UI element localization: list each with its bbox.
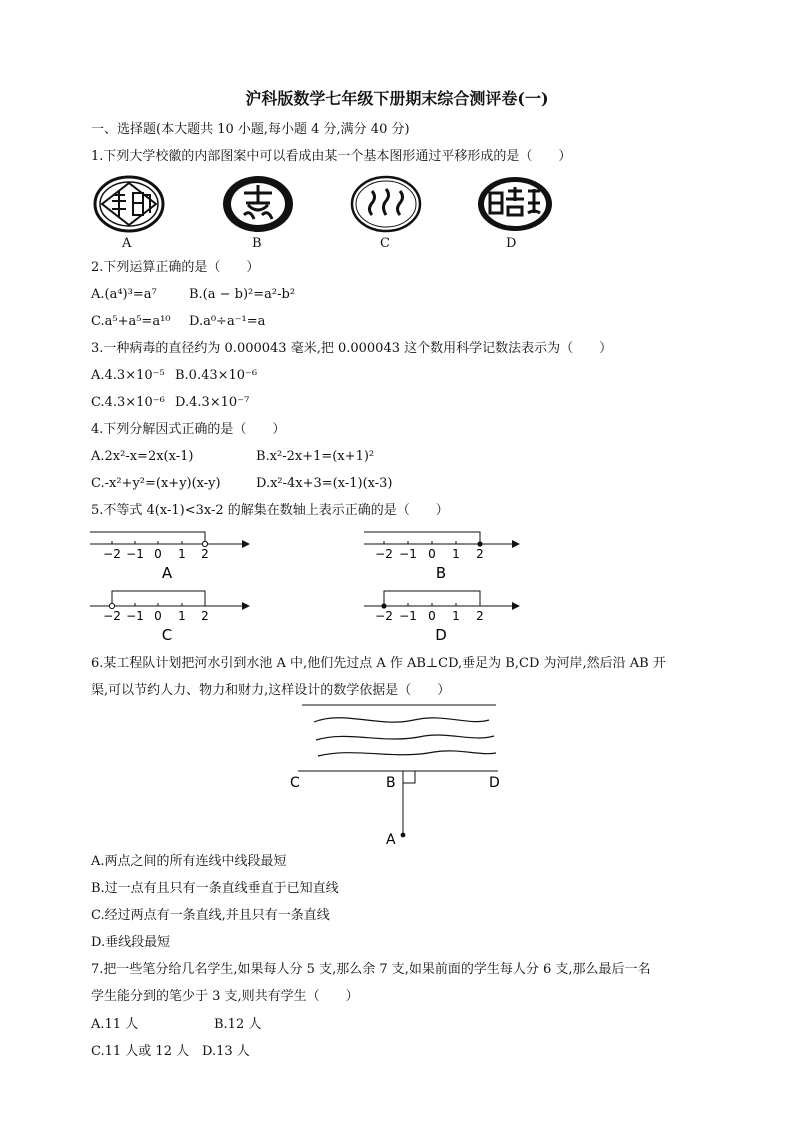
emblem-c-icon xyxy=(350,175,422,233)
question-7-option-b: B.12 人 xyxy=(214,1017,262,1032)
point-label-d: D xyxy=(489,775,500,791)
question-2-option-a: A.(a⁴)³=a⁷ xyxy=(91,287,157,302)
number-line-c xyxy=(88,590,258,646)
question-7-option-a: A.11 人 xyxy=(91,1017,139,1032)
question-6-option-d: D.垂线段最短 xyxy=(91,935,171,950)
number-line-label-d: D xyxy=(435,626,447,644)
tick-label: −1 xyxy=(126,547,144,561)
tick-label: −1 xyxy=(399,547,417,561)
number-line-label-c: C xyxy=(161,626,173,644)
tick-label: 0 xyxy=(428,609,436,623)
emblem-label-b: B xyxy=(252,236,262,251)
tick-label: 0 xyxy=(154,547,162,561)
question-6-stem-line1: 6.某工程队计划把河水引到水池 A 中,他们先过点 A 作 AB⊥CD,垂足为 B,CD 为河岸,然后沿 AB 开 xyxy=(91,656,666,671)
question-6-option-b: B.过一点有且只有一条直线垂直于已知直线 xyxy=(91,881,339,896)
question-7-stem-line1: 7.把一些笔分给几名学生,如果每人分 5 支,那么余 7 支,如果前面的学生每人分 6 支,那么最后一名 xyxy=(91,962,651,977)
question-4-stem: 4.下列分解因式正确的是（ ） xyxy=(91,422,286,437)
number-line-a xyxy=(88,528,258,584)
number-line-label-b: B xyxy=(435,564,447,582)
question-3-stem: 3.一种病毒的直径约为 0.000043 毫米,把 0.000043 这个数用科学记数法表示为（ ） xyxy=(91,341,613,356)
page-title: 沪科版数学七年级下册期末综合测评卷(一) xyxy=(245,89,549,108)
question-4-option-c: C.-x²+y²=(x+y)(x-y) xyxy=(91,476,221,491)
tick-label: 2 xyxy=(476,609,484,623)
emblem-label-c: C xyxy=(380,236,390,251)
emblem-b-icon xyxy=(222,175,294,233)
question-7-option-d: D.13 人 xyxy=(202,1044,250,1059)
tick-label: −1 xyxy=(126,609,144,623)
question-2-option-d: D.a⁰÷a⁻¹=a xyxy=(189,314,266,329)
emblem-d-icon xyxy=(476,175,554,233)
question-3-option-b: B.0.43×10⁻⁶ xyxy=(175,368,258,383)
tick-label: 0 xyxy=(428,547,436,561)
point-label-a: A xyxy=(386,832,396,848)
tick-label: 2 xyxy=(201,547,209,561)
tick-label: 2 xyxy=(476,547,484,561)
emblem-label-a: A xyxy=(122,236,132,251)
question-2-option-b: B.(a − b)²=a²-b² xyxy=(189,287,296,302)
river-diagram xyxy=(284,700,514,850)
question-3-option-a: A.4.3×10⁻⁵ xyxy=(91,368,165,383)
question-4-option-b: B.x²-2x+1=(x+1)² xyxy=(256,449,375,464)
emblem-label-d: D xyxy=(506,236,517,251)
tick-label: 1 xyxy=(178,547,186,561)
tick-label: 1 xyxy=(452,547,460,561)
tick-label: 1 xyxy=(178,609,186,623)
tick-label: −2 xyxy=(103,609,121,623)
question-7-option-c: C.11 人或 12 人 xyxy=(91,1044,190,1059)
tick-label: −1 xyxy=(399,609,417,623)
question-6-option-a: A.两点之间的所有连线中线段最短 xyxy=(91,854,287,869)
section-heading: 一、选择题(本大题共 10 小题,每小题 4 分,满分 40 分) xyxy=(91,122,410,137)
tick-label: −2 xyxy=(375,609,393,623)
tick-label: 0 xyxy=(154,609,162,623)
question-6-stem-line2: 渠,可以节约人力、物力和财力,这样设计的数学依据是（ ） xyxy=(91,683,451,698)
question-4-option-a: A.2x²-x=2x(x-1) xyxy=(91,449,194,464)
number-line-d xyxy=(362,590,532,646)
question-6-option-c: C.经过两点有一条直线,并且只有一条直线 xyxy=(91,908,330,923)
question-2-stem: 2.下列运算正确的是（ ） xyxy=(91,260,260,275)
tick-label: −2 xyxy=(103,547,121,561)
point-label-b: B xyxy=(386,775,396,791)
number-line-label-a: A xyxy=(161,564,173,582)
question-1-stem: 1.下列大学校徽的内部图案中可以看成由某一个基本图形通过平移形成的是（ ） xyxy=(91,149,572,164)
question-3-option-c: C.4.3×10⁻⁶ xyxy=(91,395,165,410)
number-line-b xyxy=(362,528,532,584)
point-label-c: C xyxy=(290,775,300,791)
question-4-option-d: D.x²-4x+3=(x-1)(x-3) xyxy=(256,476,393,491)
question-5-stem: 5.不等式 4(x-1)<3x-2 的解集在数轴上表示正确的是（ ） xyxy=(91,503,449,518)
question-2-option-c: C.a⁵+a⁵=a¹⁰ xyxy=(91,314,171,329)
tick-label: −2 xyxy=(375,547,393,561)
emblem-a-icon xyxy=(93,175,165,233)
question-7-stem-line2: 学生能分到的笔少于 3 支,则共有学生（ ） xyxy=(91,989,359,1004)
question-3-option-d: D.4.3×10⁻⁷ xyxy=(175,395,250,410)
tick-label: 2 xyxy=(201,609,209,623)
tick-label: 1 xyxy=(452,609,460,623)
